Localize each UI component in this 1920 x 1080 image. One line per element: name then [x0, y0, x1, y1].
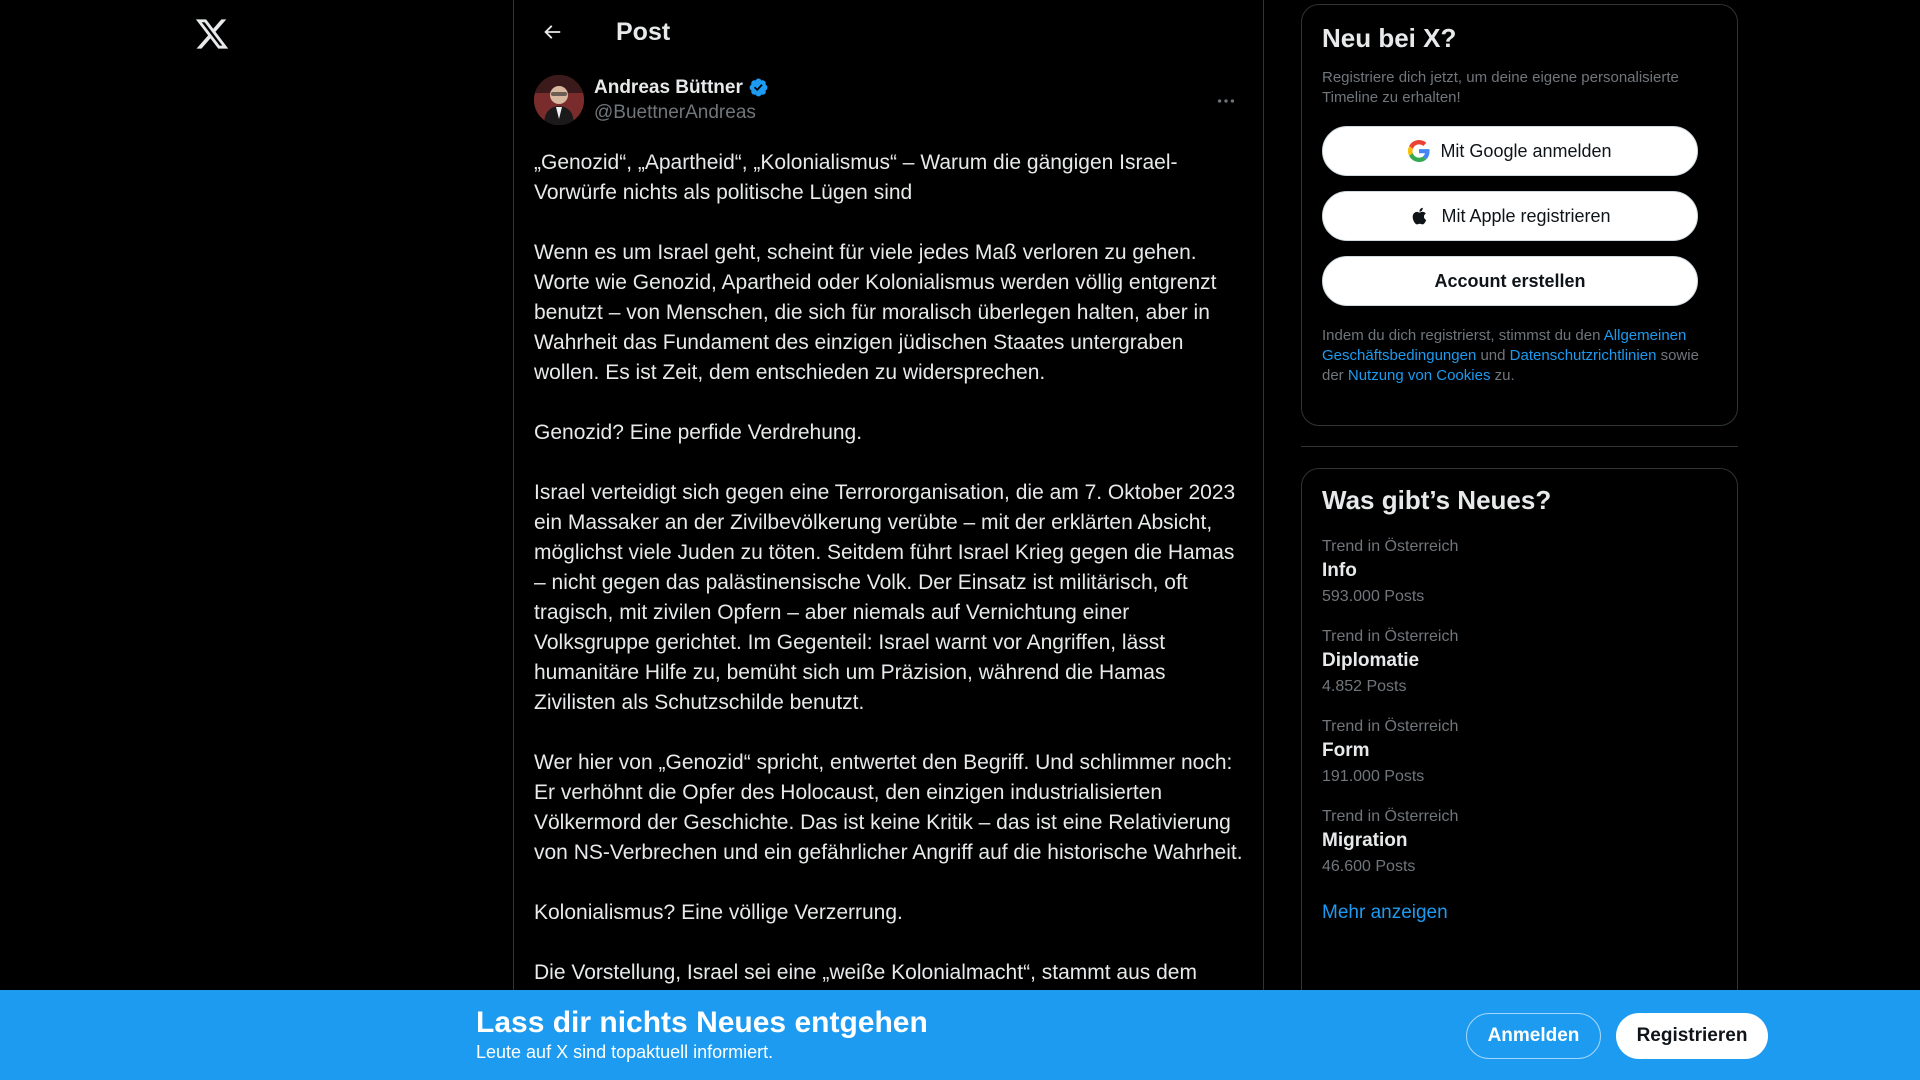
signup-subtitle: Registriere dich jetzt, um deine eigene personalisierte Timeline zu erhalten!	[1322, 69, 1679, 106]
register-button[interactable]: Registrieren	[1616, 1013, 1768, 1059]
avatar[interactable]	[534, 75, 584, 125]
sidebar-divider	[1301, 446, 1738, 447]
banner-title: Lass dir nichts Neues entgehen	[476, 1006, 928, 1039]
login-button[interactable]: Anmelden	[1466, 1013, 1601, 1059]
trend-item[interactable]	[1322, 628, 1717, 696]
author-name[interactable]: Andreas Büttner	[594, 76, 743, 98]
author-handle[interactable]: @BuettnerAndreas	[594, 101, 756, 123]
more-horizontal-icon	[1215, 90, 1237, 112]
trend-item[interactable]	[1322, 718, 1717, 786]
legal-suffix: zu.	[1490, 367, 1515, 384]
trend-item[interactable]	[1322, 538, 1717, 606]
trends-panel	[1301, 468, 1738, 1008]
back-button[interactable]	[534, 14, 570, 50]
post-paragraph: Kolonialismus? Eine völlige Verzerrung.	[534, 901, 903, 924]
signup-banner	[0, 990, 1920, 1080]
post-header	[514, 0, 1263, 64]
trend-count: 191.000 Posts	[1322, 768, 1425, 785]
post-author	[514, 70, 1263, 130]
trend-name: Migration	[1322, 830, 1408, 851]
terms-link[interactable]: Allgemeinen Geschäftsbedingungen	[1322, 327, 1687, 364]
more-options-button[interactable]	[1209, 84, 1243, 118]
google-signin-button[interactable]	[1322, 126, 1698, 176]
verified-badge-icon	[748, 77, 769, 98]
trend-name: Info	[1322, 560, 1357, 581]
page-title: Post	[616, 17, 671, 46]
post-paragraph: Die Vorstellung, Israel sei eine „weiße Kolonialmacht“, stammt aus dem	[534, 961, 1197, 984]
create-account-label: Account erstellen	[1434, 270, 1586, 291]
google-icon	[1408, 140, 1430, 162]
signup-title: Neu bei X?	[1322, 23, 1457, 53]
trend-context: Trend in Österreich	[1322, 718, 1459, 735]
legal-and: und	[1476, 347, 1510, 364]
legal-prefix: Indem du dich registrierst, stimmst du den	[1322, 327, 1604, 344]
apple-signup-label: Mit Apple registrieren	[1441, 205, 1611, 226]
post-paragraph: Israel verteidigt sich gegen eine Terrororganisation, die am 7. Oktober 2023 ein Massaker an der Zivilbevölkerung verübte – mit der erklärten Absicht, möglichst viele Juden zu töten. Seitdem führt Israel Krieg gegen die Hamas – nicht gegen das palästinensische Volk. Der Einsatz ist militärisch, oft tragisch, mit zivilen Opfern – aber niemals auf Vernichtung einer Volksgruppe gerichtet. Im Gegenteil: Israel warnt vor Angriffen, lässt humanitäre Hilfe zu, bemüht sich um Präzision, während die Hamas Zivilisten als Schutzschilde benutzt.	[534, 481, 1236, 714]
trend-count: 593.000 Posts	[1322, 588, 1425, 605]
banner-subtitle: Leute auf X sind topaktuell informiert.	[476, 1042, 774, 1062]
trends-title: Was gibt’s Neues?	[1322, 485, 1552, 515]
trend-item[interactable]	[1322, 808, 1717, 876]
post-paragraph: Wenn es um Israel geht, scheint für viele jedes Maß verloren zu gehen. Worte wie Genozid, Apartheid oder Kolonialismus werden völlig entgrenzt benutzt – von Menschen, die sich für moralisch überlegen halten, aber in Wahrheit das Fundament des einzigen jüdischen Staates untergraben wollen. Es ist Zeit, dem entschieden zu widersprechen.	[534, 241, 1217, 384]
trend-name: Diplomatie	[1322, 650, 1420, 671]
x-logo-icon[interactable]	[194, 16, 230, 52]
legal-notice	[1322, 326, 1717, 386]
post-paragraph: Genozid? Eine perfide Verdrehung.	[534, 421, 863, 444]
cookies-link[interactable]: Nutzung von Cookies	[1347, 367, 1491, 384]
post-paragraph: Wer hier von „Genozid“ spricht, entwertet den Begriff. Und schlimmer noch: Er verhöhnt die Opfer des Holocaust, den einzigen industrialisierten Völkermord der Geschichte. Das ist keine Kritik – das ist eine Relativierung von NS-Verbrechen und ein gefährlicher Angriff auf die historische Wahrheit.	[534, 751, 1243, 864]
privacy-link[interactable]: Datenschutzrichtlinien	[1509, 347, 1657, 364]
post-paragraph: „Genozid“, „Apartheid“, „Kolonialismus“ – Warum die gängigen Israel-Vorwürfe nichts als politische Lügen sind	[534, 151, 1178, 204]
apple-signup-button[interactable]	[1322, 191, 1698, 241]
trend-count: 4.852 Posts	[1322, 678, 1407, 695]
main-column	[513, 0, 1264, 1080]
trend-context: Trend in Österreich	[1322, 808, 1459, 825]
arrow-left-icon	[541, 21, 563, 43]
trend-context: Trend in Österreich	[1322, 538, 1459, 555]
trend-name: Form	[1322, 740, 1370, 761]
author-info	[594, 77, 769, 124]
trend-count: 46.600 Posts	[1322, 858, 1416, 875]
apple-icon	[1409, 205, 1431, 227]
create-account-button[interactable]	[1322, 256, 1698, 306]
signup-panel	[1301, 4, 1738, 426]
post-text	[514, 130, 1263, 988]
legal-middle: sowie der	[1322, 347, 1699, 384]
show-more-link[interactable]: Mehr anzeigen	[1322, 902, 1448, 923]
google-signin-label: Mit Google anmelden	[1440, 140, 1612, 161]
trend-context: Trend in Österreich	[1322, 628, 1459, 645]
